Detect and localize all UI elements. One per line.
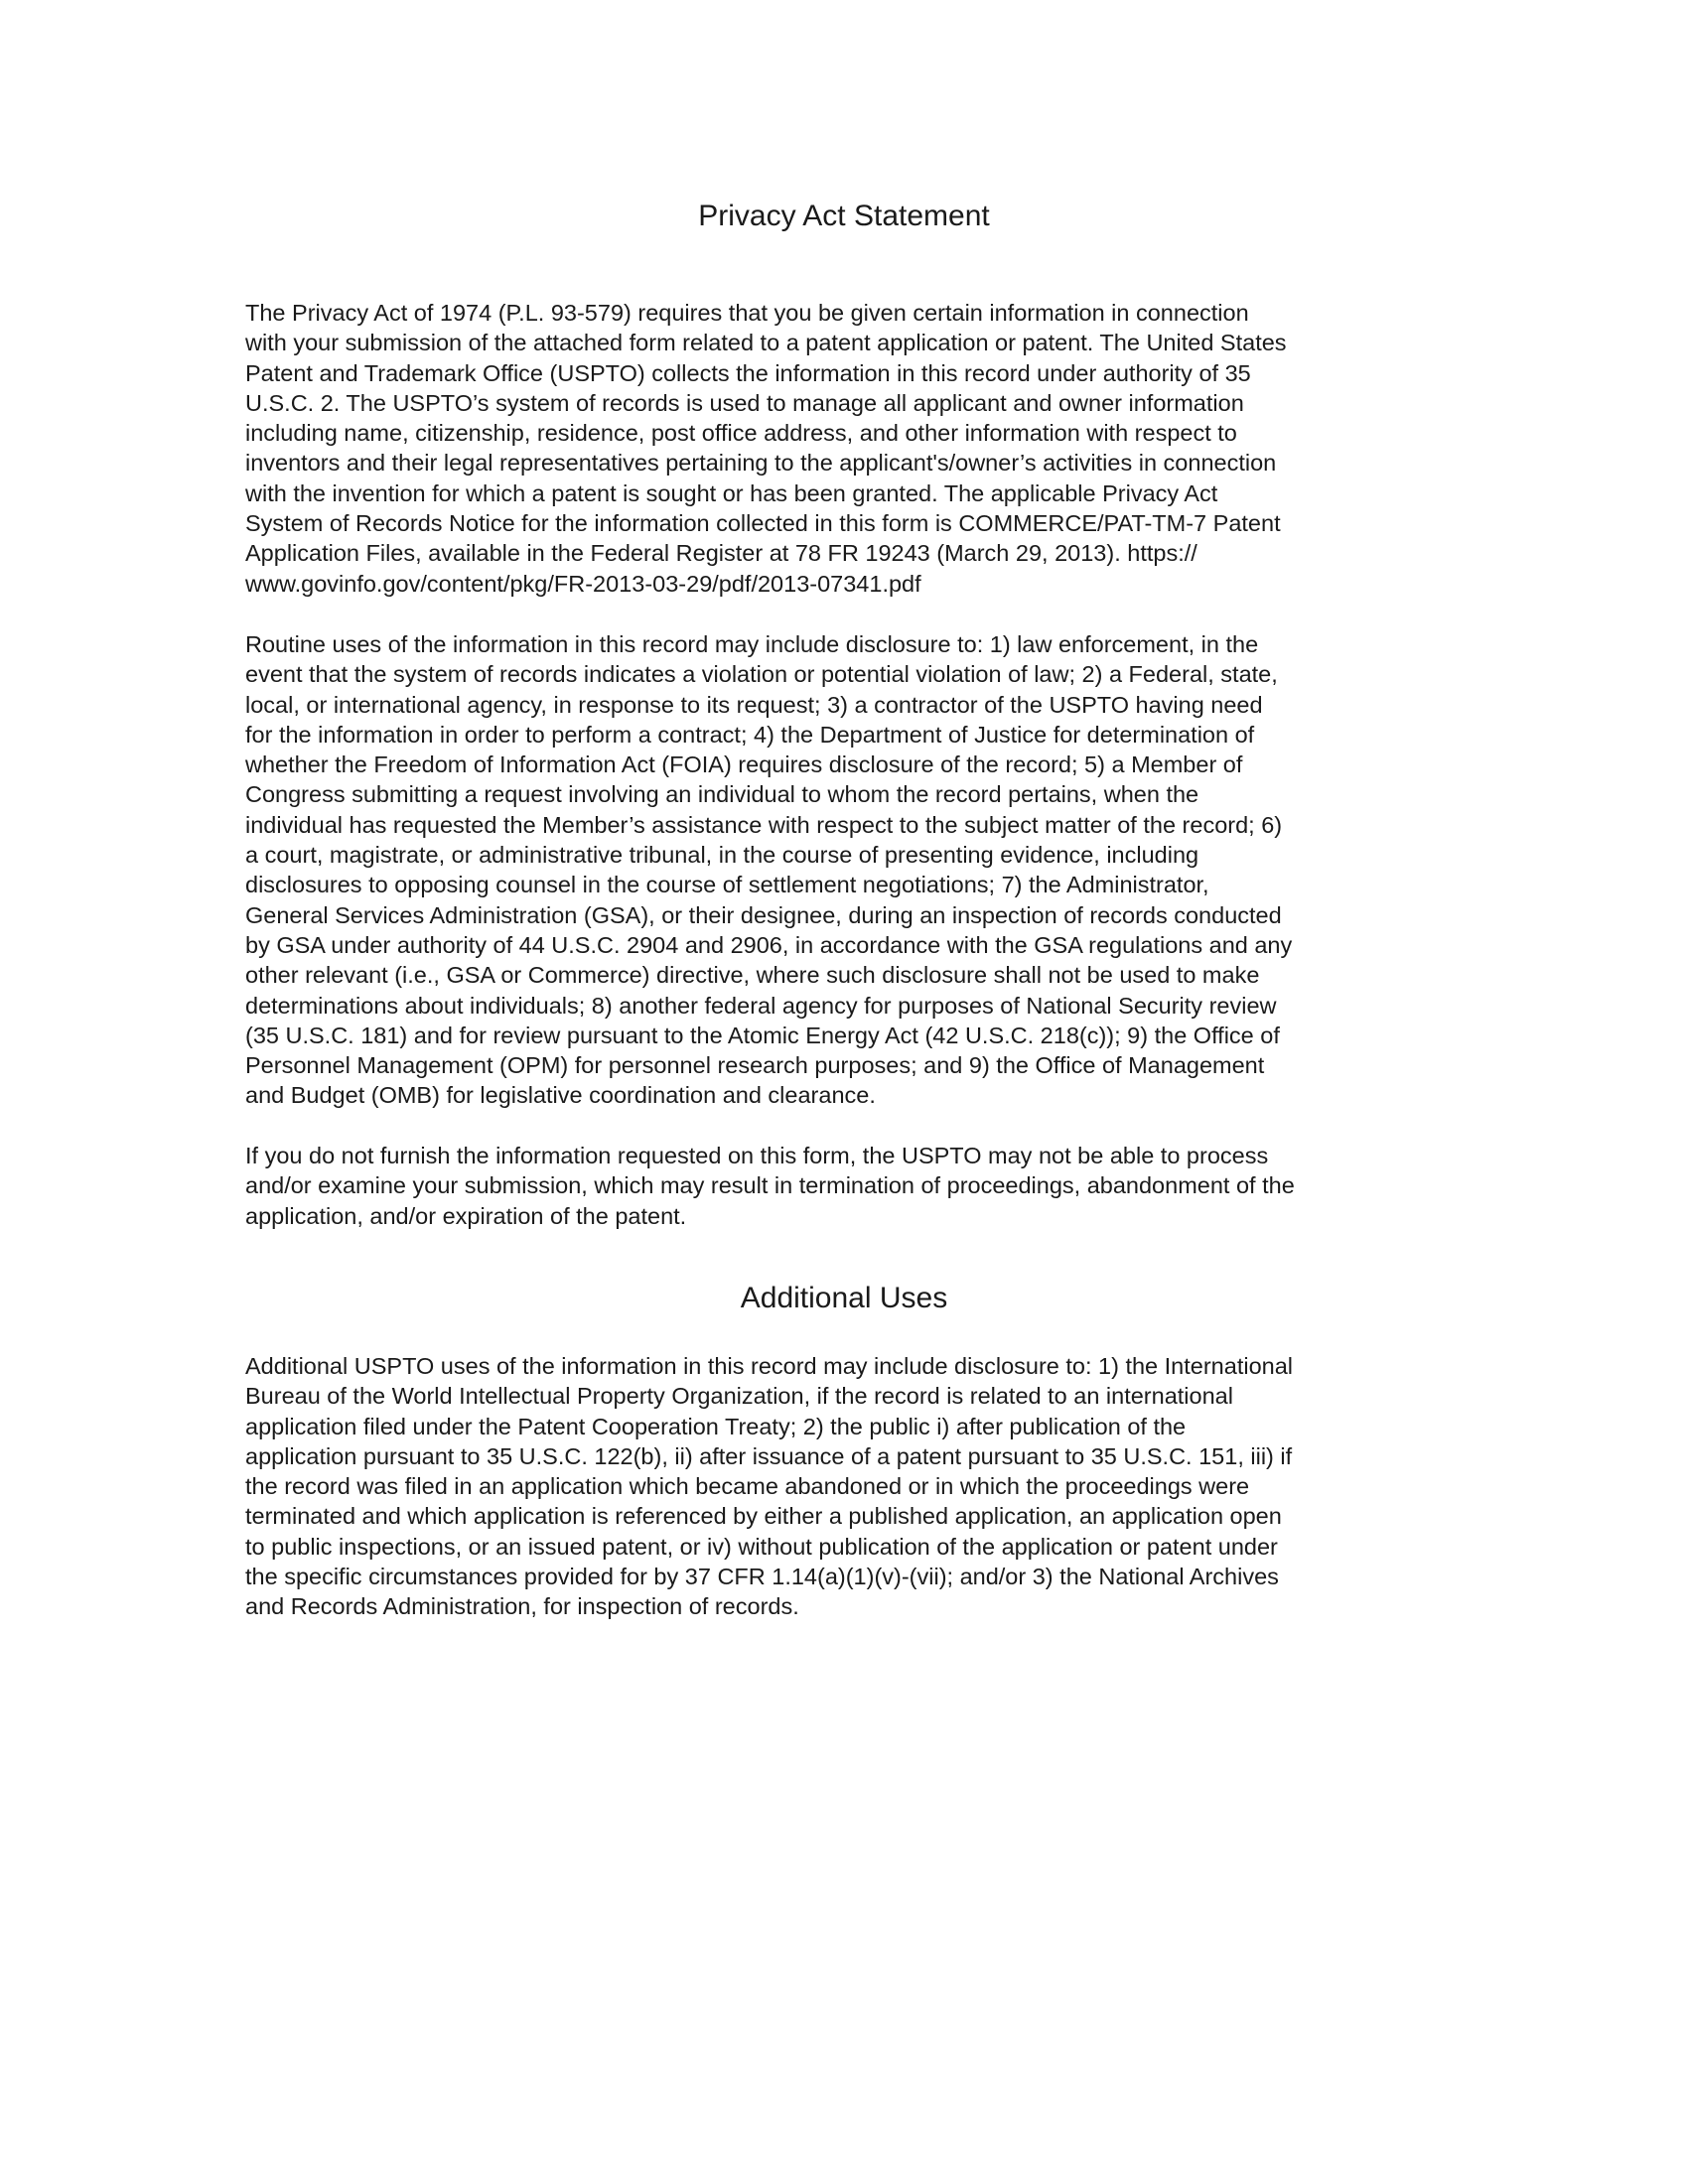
privacy-act-paragraph: The Privacy Act of 1974 (P.L. 93-579) requires that you be given certain information in connection with your submission of the attached form related to a patent application or patent. The United States Patent and Trademark Office (USPTO) collects the information in this record under authority of 35 U.S.C. 2. The USPTO’s system of records is used to manage all applicant and owner information including name, citizenship, residence, post office address, and other information with respect to inventors and their legal representatives pertaining to the applicant's/owner’s activities in connection with the invention for which a patent is sought or has been granted. The applicable Privacy Act System of Records Notice for the information collected in this form is COMMERCE/PAT-TM-7 Patent Application Files, available in the Federal Register at 78 FR 19243 (March 29, 2013). https:// www.govinfo.gov/content/pkg/FR-2013-03-29/pdf/2013-07341.pdf xyxy=(245,300,1287,597)
page-title: Privacy Act Statement xyxy=(698,200,990,232)
section-title-additional-uses: Additional Uses xyxy=(740,1282,948,1314)
additional-uses-paragraph: Additional USPTO uses of the information in this record may include disclosure to: 1) the International Bureau of the World Intellectual Property Organization, if the record is related to an international application filed under the Patent Cooperation Treaty; 2) the public i) after publication of the application pursuant to 35 U.S.C. 122(b), ii) after issuance of a patent pursuant to 35 U.S.C. 151, iii) if the record was filed in an application which became abandoned or in which the proceedings were terminated and which application is referenced by either a published application, an application open to public inspections, or an issued patent, or iv) without publication of the application or patent under the specific circumstances provided for by 37 CFR 1.14(a)(1)(v)-(vii); and/or 3) the National Archives and Records Administration, for inspection of records. xyxy=(245,1353,1293,1620)
nonfurnish-consequences-paragraph: If you do not furnish the information requested on this form, the USPTO may not be able to process and/or examine your submission, which may result in termination of proceedings, abandonment of the application, and/or expiration of the patent. xyxy=(245,1143,1295,1229)
routine-uses-paragraph: Routine uses of the information in this record may include disclosure to: 1) law enforcement, in the event that the system of records indicates a violation or potential violation of law; 2) a Federal, state, local, or international agency, in response to its request; 3) a contractor of the USPTO having need for the information in order to perform a contract; 4) the Department of Justice for determination of whether the Freedom of Information Act (FOIA) requires disclosure of the record; 5) a Member of Congress submitting a request involving an individual to whom the record pertains, when the individual has requested the Member’s assistance with respect to the subject matter of the record; 6) a court, magistrate, or administrative tribunal, in the course of presenting evidence, including disclosures to opposing counsel in the course of settlement negotiations; 7) the Administrator, General Services Administration (GSA), or their designee, during an inspection of records conducted by GSA under authority of 44 U.S.C. 2904 and 2906, in accordance with the GSA regulations and any other relevant (i.e., GSA or Commerce) directive, where such disclosure shall not be used to make determinations about individuals; 8) another federal agency for purposes of National Security review (35 U.S.C. 181) and for review pursuant to the Atomic Energy Act (42 U.S.C. 218(c)); 9) the Office of Personnel Management (OPM) for personnel research purposes; and 9) the Office of Management and Budget (OMB) for legislative coordination and clearance. xyxy=(245,631,1293,1109)
